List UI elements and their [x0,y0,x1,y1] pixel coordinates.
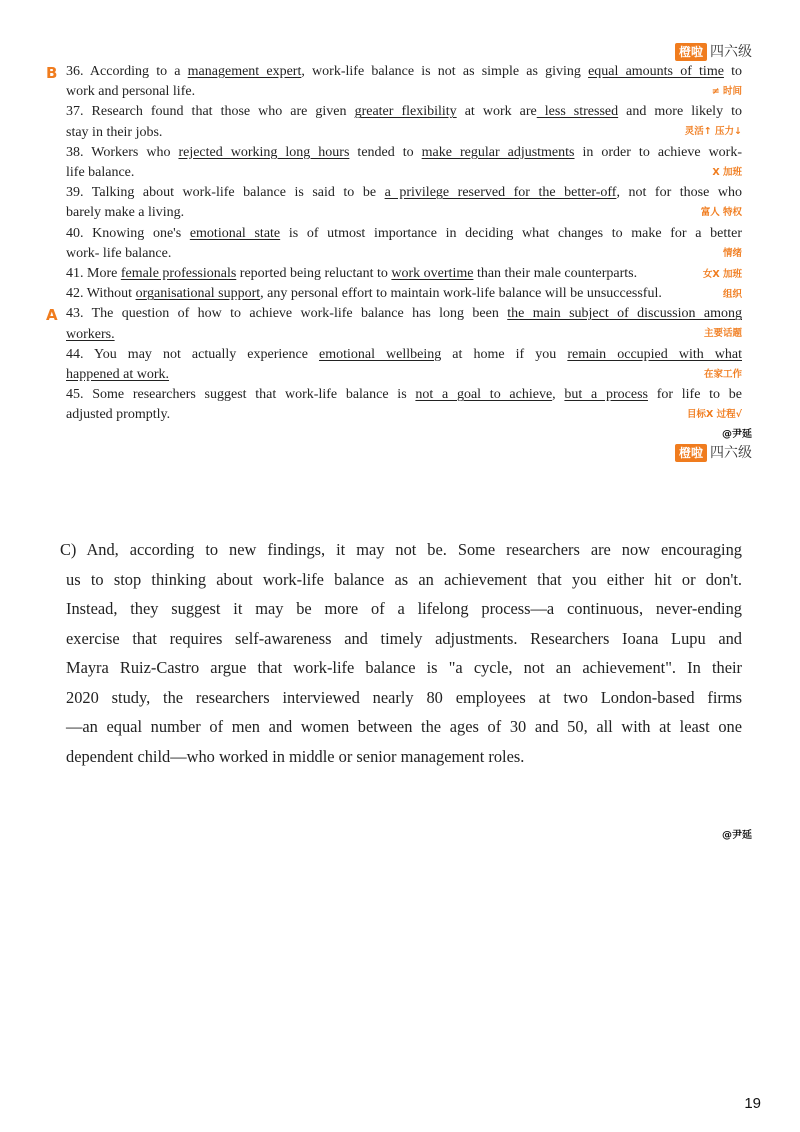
handwritten-note: 目标X 过程√ [687,409,742,421]
question-item [66,385,742,425]
question-item [46,62,743,102]
question-line [66,143,742,163]
question-line [66,385,742,405]
underlined-keyword: make regular adjustments [421,144,575,160]
question-line [66,183,742,203]
question-line [66,325,742,345]
question-line [66,345,742,365]
passage-paragraph [60,535,742,771]
question-line [66,224,742,244]
question-item [66,264,742,284]
handwritten-note: 情绪 [722,247,742,259]
question-item [66,143,742,183]
question-line [66,203,742,223]
passage-line: exercise that requires self-awareness and timely adjustments. Researchers Ioana Lupu and [66,628,742,648]
underlined-keyword: emotional state [189,225,281,241]
handwritten-note: 在家工作 [703,368,742,380]
question-text: 38. Workers who [66,144,179,160]
question-line [66,102,742,122]
underlined-keyword: remain occupied with what [567,346,742,362]
question-text: 36. According to a [66,64,188,79]
question-text: in order to achieve work- [574,144,743,160]
brand-logo: 橙啦 [675,444,707,462]
question-text: at work are [456,104,537,120]
underlined-keyword: a privilege reserved for the better-off [384,185,617,201]
question-line [66,304,742,324]
question-line [66,365,742,385]
question-line [66,284,742,304]
question-text: 44. You may not actually experience [66,346,319,362]
question-text: 41. More [66,266,121,282]
author-tag-top: @尹延 [722,429,752,440]
underlined-keyword: workers. [66,326,115,342]
question-text: for life to be [647,387,742,403]
passage-line: —an equal number of men and women between the ages of 30 and 50, all with at least one [66,717,742,736]
question-text: than their male counterparts. [473,266,638,282]
brand-header-top [675,43,752,61]
question-text: , [552,387,565,403]
question-list [0,62,800,426]
answer-mark: A [46,306,58,325]
underlined-keyword: greater flexibility [354,104,457,120]
question-text: 43. The question of how to achieve work-life balance has long been [66,306,508,322]
question-text: stay in their jobs. [66,124,163,140]
question-item [46,304,742,344]
handwritten-note: 组织 [722,289,742,301]
brand-logo: 橙啦 [675,43,707,61]
question-line [66,244,742,264]
handwritten-note: 女X 加班 [702,269,742,281]
question-line [66,123,742,143]
question-text: work- life balance. [66,245,172,261]
underlined-keyword: less stressed [536,104,619,120]
question-line [66,264,742,284]
passage-line: dependent child—who worked in middle or senior management roles. [66,746,525,766]
brand-header-mid [675,444,752,462]
question-text: adjusted promptly. [66,407,171,423]
underlined-keyword: rejected working long hours [178,144,350,160]
question-line [66,82,742,102]
passage-line: us to stop thinking about work-life balance as an achievement that you either hit or don't. [66,569,742,589]
question-text: barely make a living. [66,205,185,221]
page-number: 19 [744,1095,761,1112]
question-text: 40. Knowing one's [66,225,190,241]
underlined-keyword: but a process [564,387,648,403]
passage-line: C) And, according to new findings, it may not be. Some researchers are now encouraging [60,540,742,559]
question-item [66,284,742,304]
question-text: 39. Talking about work-life balance is said to be [66,185,385,201]
question-item [66,183,742,223]
question-line [66,62,742,82]
question-text: , work-life balance is not as simple as giving [301,64,589,79]
underlined-keyword: the main subject of discussion among [507,306,742,322]
passage-line: Mayra Ruiz-Castro argue that work-life balance is "a cycle, not an achievement". In their [66,658,742,677]
handwritten-note: 主要话题 [703,328,742,340]
question-line [66,405,742,425]
question-text: to [723,64,743,79]
underlined-keyword: female professionals [120,266,237,282]
handwritten-note: 富人 特权 [700,207,742,219]
brand-subtitle: 四六级 [710,445,752,461]
question-text: at home if you [441,346,568,362]
question-text: 42. Without [66,286,136,302]
underlined-keyword: work overtime [391,266,474,282]
handwritten-note: 灵活↑ 压力↓ [684,126,742,138]
question-text: work and personal life. [66,84,196,100]
brand-subtitle: 四六级 [710,44,752,60]
question-text: and more likely to [618,104,742,120]
question-item [66,102,742,142]
underlined-keyword: organisational support [135,286,261,302]
handwritten-note: X 加班 [712,166,742,178]
question-item [66,224,742,264]
question-item [66,345,742,385]
passage-line: 2020 study, the researchers interviewed nearly 80 employees at two London-based firms [66,687,742,707]
handwritten-note: ≠ 时间 [711,86,742,97]
underlined-keyword: happened at work. [66,367,170,383]
passage-line: Instead, they suggest it may be more of a lifelong process—a continuous, never-ending [66,599,742,618]
question-text: , any personal effort to maintain work-life balance will be unsuccessful. [260,286,662,302]
question-text: tended to [349,144,422,160]
question-text: life balance. [66,165,135,181]
author-tag-bottom: @尹延 [722,830,752,841]
question-text: , not for those who [616,185,742,201]
question-line [66,163,742,183]
question-text: is of utmost importance in deciding what changes to make for a better [280,225,743,241]
underlined-keyword: equal amounts of time [588,64,724,79]
answer-mark: B [46,64,58,82]
question-text: reported being reluctant to [236,266,392,282]
question-text: 37. Research found that those who are given [66,104,355,120]
underlined-keyword: management expert [187,64,302,79]
question-text: 45. Some researchers suggest that work-life balance is [66,387,416,403]
underlined-keyword: emotional wellbeing [318,346,442,362]
underlined-keyword: not a goal to achieve [415,387,553,403]
